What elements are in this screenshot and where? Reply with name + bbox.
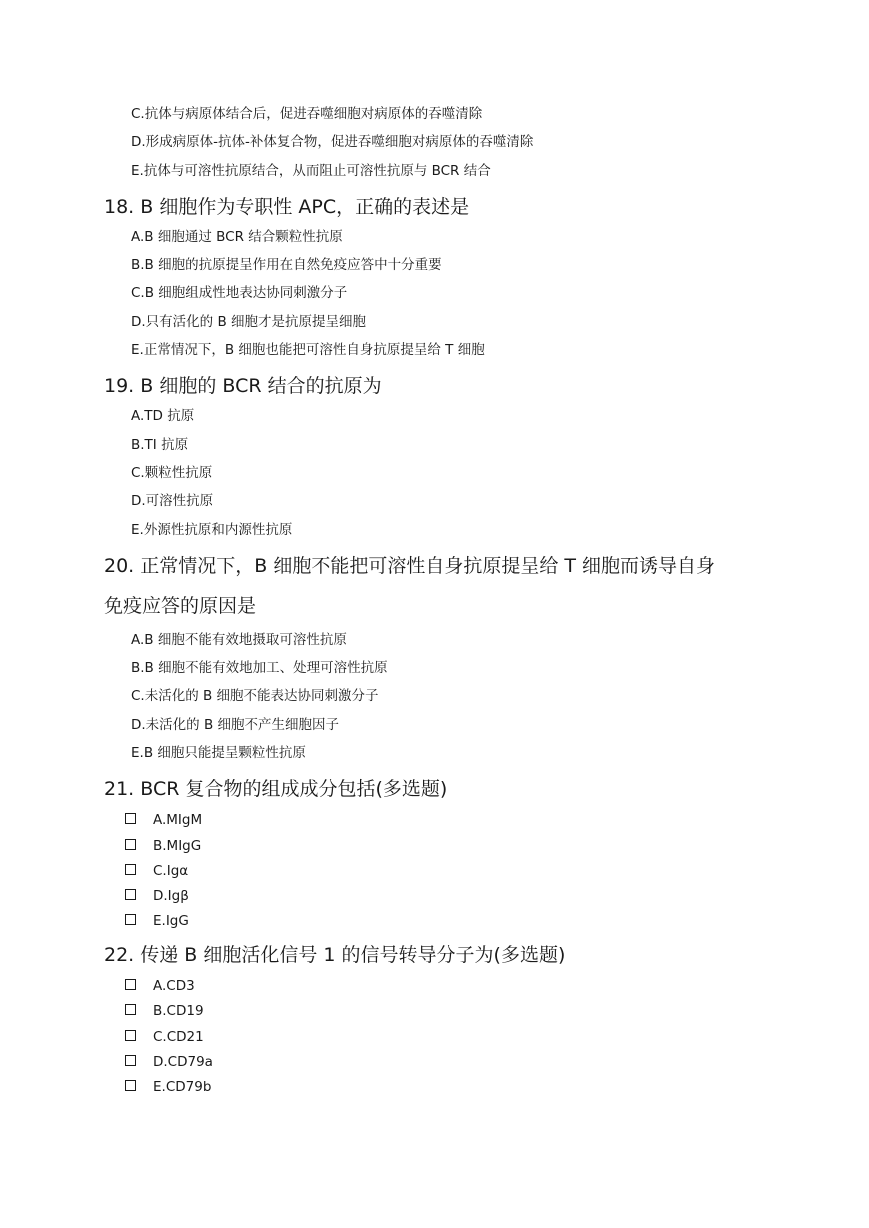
checkbox-option-e[interactable]: [125, 1076, 715, 1101]
checkbox-icon[interactable]: [125, 1004, 136, 1015]
option-label: B.MIgG: [153, 837, 202, 854]
question-19-title: 19. B 细胞的 BCR 结合的抗原为: [104, 375, 382, 398]
checkbox-option-c[interactable]: [125, 860, 715, 885]
checkbox-icon[interactable]: [125, 1080, 136, 1091]
checkbox-option-a[interactable]: [125, 975, 715, 1000]
checkbox-icon[interactable]: [125, 889, 136, 900]
checkbox-icon[interactable]: [125, 864, 136, 875]
option-c: C.抗体与病原体结合后，促进吞噬细胞对病原体的吞噬清除: [131, 106, 483, 122]
checkbox-icon[interactable]: [125, 979, 136, 990]
checkbox-option-d[interactable]: [125, 1051, 715, 1076]
option-d: D.只有活化的 B 细胞才是抗原提呈细胞: [131, 313, 367, 330]
option-label: D.Igβ: [153, 887, 189, 904]
option-d: D.未活化的 B 细胞不产生细胞因子: [131, 716, 340, 733]
option-label: C.Igα: [153, 862, 189, 879]
question-21-options: [125, 807, 715, 937]
option-label: A.MIgM: [153, 812, 203, 829]
question-19-options: [131, 404, 715, 545]
checkbox-option-b[interactable]: [125, 1000, 715, 1025]
checkbox-icon[interactable]: [125, 1030, 136, 1041]
option-a: A.B 细胞不能有效地摄取可溶性抗原: [131, 631, 347, 648]
option-label: B.CD19: [153, 1003, 204, 1020]
option-a: A.B 细胞通过 BCR 结合颗粒性抗原: [131, 228, 343, 245]
checkbox-option-c[interactable]: [125, 1026, 715, 1051]
question-20-title-line2: 免疫应答的原因是: [104, 594, 257, 617]
option-a: A.TD 抗原: [131, 408, 195, 425]
option-e: E.抗体与可溶性抗原结合，从而阻止可溶性抗原与 BCR 结合: [131, 162, 491, 179]
checkbox-option-b[interactable]: [125, 835, 715, 860]
question-20-options: [131, 628, 715, 769]
option-label: E.CD79b: [153, 1079, 212, 1096]
question-21-title: 21. BCR 复合物的组成成分包括(多选题): [104, 778, 448, 801]
option-c: C.未活化的 B 细胞不能表达协同刺激分子: [131, 688, 379, 705]
option-c: C.B 细胞组成性地表达协同刺激分子: [131, 285, 348, 302]
checkbox-icon[interactable]: [125, 1055, 136, 1066]
question-22-options: [125, 973, 715, 1103]
question-20-title-line1: 20. 正常情况下，B 细胞不能把可溶性自身抗原提呈给 T 细胞而诱导自身: [104, 554, 716, 577]
question-18-title: 18. B 细胞作为专职性 APC，正确的表述是: [104, 195, 470, 218]
option-e: E.正常情况下，B 细胞也能把可溶性自身抗原提呈给 T 细胞: [131, 342, 485, 359]
question-22-title: 22. 传递 B 细胞活化信号 1 的信号转导分子为(多选题): [104, 944, 566, 967]
checkbox-icon[interactable]: [125, 914, 136, 925]
question-list: [104, 102, 716, 1103]
checkbox-option-e[interactable]: [125, 910, 715, 935]
option-label: E.IgG: [153, 913, 189, 930]
option-label: C.CD21: [153, 1028, 204, 1045]
option-c: C.颗粒性抗原: [131, 464, 213, 481]
option-d: D.形成病原体-抗体-补体复合物，促进吞噬细胞对病原体的吞噬清除: [131, 134, 534, 151]
option-label: D.CD79a: [153, 1053, 213, 1070]
option-d: D.可溶性抗原: [131, 493, 214, 510]
option-b: B.B 细胞不能有效地加工、处理可溶性抗原: [131, 660, 388, 677]
checkbox-option-a[interactable]: [125, 809, 715, 834]
question-18-options: [131, 225, 715, 366]
option-e: E.外源性抗原和内源性抗原: [131, 521, 293, 538]
checkbox-option-d[interactable]: [125, 885, 715, 910]
option-b: B.TI 抗原: [131, 436, 189, 453]
option-b: B.B 细胞的抗原提呈作用在自然免疫应答中十分重要: [131, 257, 442, 274]
previous-question-options: [131, 102, 715, 187]
checkbox-icon[interactable]: [125, 839, 136, 850]
option-label: A.CD3: [153, 978, 195, 995]
question-20-title: [104, 546, 715, 626]
option-e: E.B 细胞只能提呈颗粒性抗原: [131, 745, 306, 762]
checkbox-icon[interactable]: [125, 813, 136, 824]
